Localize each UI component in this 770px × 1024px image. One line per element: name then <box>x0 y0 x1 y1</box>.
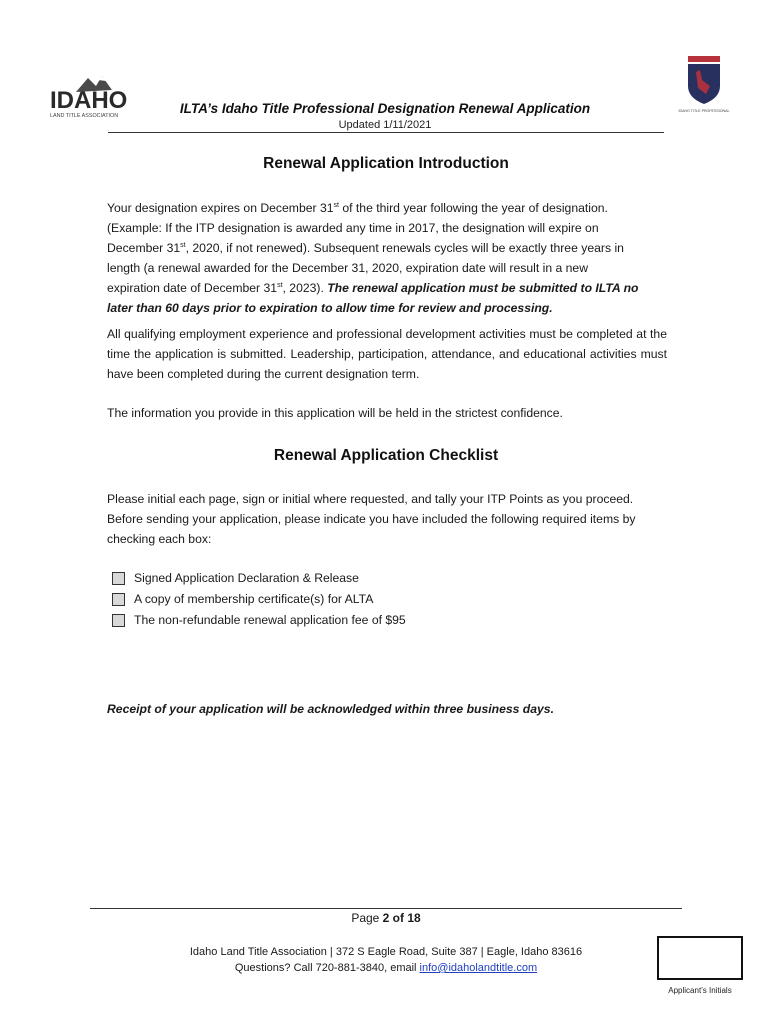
footer-divider <box>90 908 682 909</box>
intro-heading: Renewal Application Introduction <box>263 155 509 172</box>
association-address: Idaho Land Title Association | 372 S Eagle Road, Suite 387 | Eagle, Idaho 83616 <box>189 946 583 958</box>
updated-date: Updated 1/11/2021 <box>338 119 432 131</box>
svg-text:IDAHO: IDAHO <box>50 87 128 114</box>
checkbox[interactable] <box>112 593 125 606</box>
checkbox[interactable] <box>112 572 125 585</box>
checkbox[interactable] <box>112 614 125 627</box>
submission-deadline-note: The renewal application must be submitted to ILTA no <box>327 281 639 295</box>
intro-paragraph-1: Your designation expires on December 31st of the third year following the year of designation. (Example: If the ITP designation is awarded any time in 2017, the designation will expire on December 31st, 2020, if not renewed). Subsequent renewals cycles will be exactly three years in length (a renewal awarded for the December 31, 2020, expiration date will result in a new expiration date of December 31st, 2023). The renewal application must be submitted to ILTA no later than 60 days prior to expiration to allow time for review and processing. <box>107 201 639 315</box>
header-divider <box>108 132 664 133</box>
checklist-heading: Renewal Application Checklist <box>273 447 499 464</box>
checklist-item[interactable]: A copy of membership certificate(s) for ALTA <box>112 589 373 609</box>
confidentiality-note: The information you provide in this application will be held in the strictest confidence. <box>107 406 563 420</box>
contact-line: Questions? Call 720-881-3840, email info@idaholandtitle.com <box>234 962 538 974</box>
checklist-item[interactable]: The non-refundable renewal application fee of $95 <box>112 610 406 630</box>
checklist-instructions: Please initial each page, sign or initial where requested, and tally your ITP Points as you proceed. Before sending your application, please indicate you have included the following required items by checking each box: <box>107 492 636 546</box>
ilta-logo <box>46 70 146 120</box>
svg-text:IDAHO TITLE PROFESSIONAL: IDAHO TITLE PROFESSIONAL <box>678 109 730 113</box>
applicant-initials-box[interactable] <box>657 936 743 980</box>
checklist-item[interactable]: Signed Application Declaration & Release <box>112 568 359 588</box>
intro-paragraph-2: All qualifying employment experience and professional development activities must be completed at the time the application is submitted. Leadership, participation, attendance, and educational activities must have been completed during the current designation term. <box>107 327 667 381</box>
svg-text:LAND TITLE ASSOCIATION: LAND TITLE ASSOCIATION <box>50 113 119 119</box>
page-number: Page 2 of 18 <box>351 911 421 925</box>
document-title: ILTA’s Idaho Title Professional Designation Renewal Application <box>179 101 591 116</box>
email-link[interactable]: info@idaholandtitle.com <box>419 962 538 974</box>
receipt-note: Receipt of your application will be acknowledged within three business days. <box>107 702 554 716</box>
itp-shield-badge <box>678 56 730 126</box>
initials-label: Applicant’s Initials <box>668 986 732 995</box>
